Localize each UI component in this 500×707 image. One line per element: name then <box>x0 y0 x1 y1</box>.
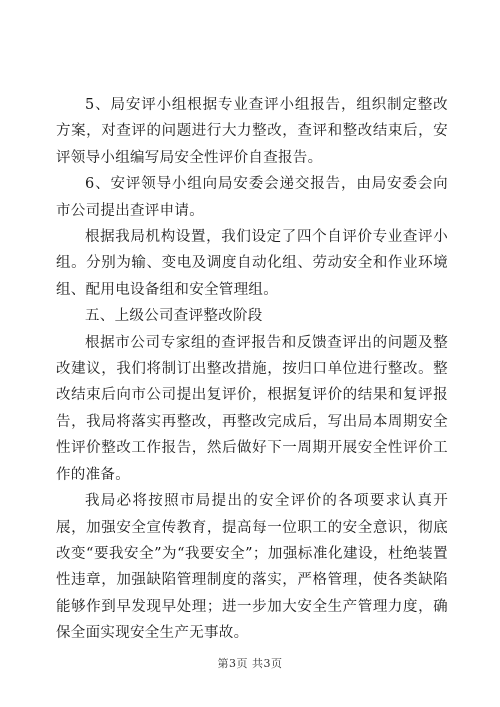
document-body <box>56 92 448 647</box>
section-heading-five: 五、上级公司查评整改阶段 <box>85 308 263 325</box>
paragraph-step-5: 5、局安评小组根据专业查评小组报告，组织制定整改方案，对查评的问题进行大力整改，查评和整改结束后，安评领导小组编写局安全性评价自查报告。 <box>56 97 448 166</box>
paragraph-rectification: 根据市公司专家组的查评报告和反馈查评出的问题及整改建议，我们将制订出整改措施，按归口单位进行整改。整改结束后向市公司提出复评价，根据复评价的结果和复评报告，我局将落实再整改，再整改完成后，写出局本周期安全性评价整改工作报告，然后做好下一周期开展安全性评价工作的准备。 <box>56 334 448 483</box>
page-number-footer: 第3页 共3页 <box>217 657 283 670</box>
paragraph-step-6: 6、安评领导小组向局安委会递交报告，由局安委会向市公司提出查评申请。 <box>56 176 448 219</box>
paragraph-review-groups: 根据我局机构设置，我们设定了四个自评价专业查评小组。分别为输、变电及调度自动化组、劳动安全和作业环境组、配用电设备组和安全管理组。 <box>56 229 448 298</box>
paragraph-conclusion: 我局必将按照市局提出的安全评价的各项要求认真开展，加强安全宣传教育，提高每一位职工的安全意识，彻底改变“要我安全”为“我要安全”；加强标准化建设，杜绝装置性违章，加强缺陷管理制度的落实，严格管理，使各类缺陷能够作到早发现早处理；进一步加大安全生产管理力度，确保全面实现安全生产无事故。 <box>56 493 448 642</box>
